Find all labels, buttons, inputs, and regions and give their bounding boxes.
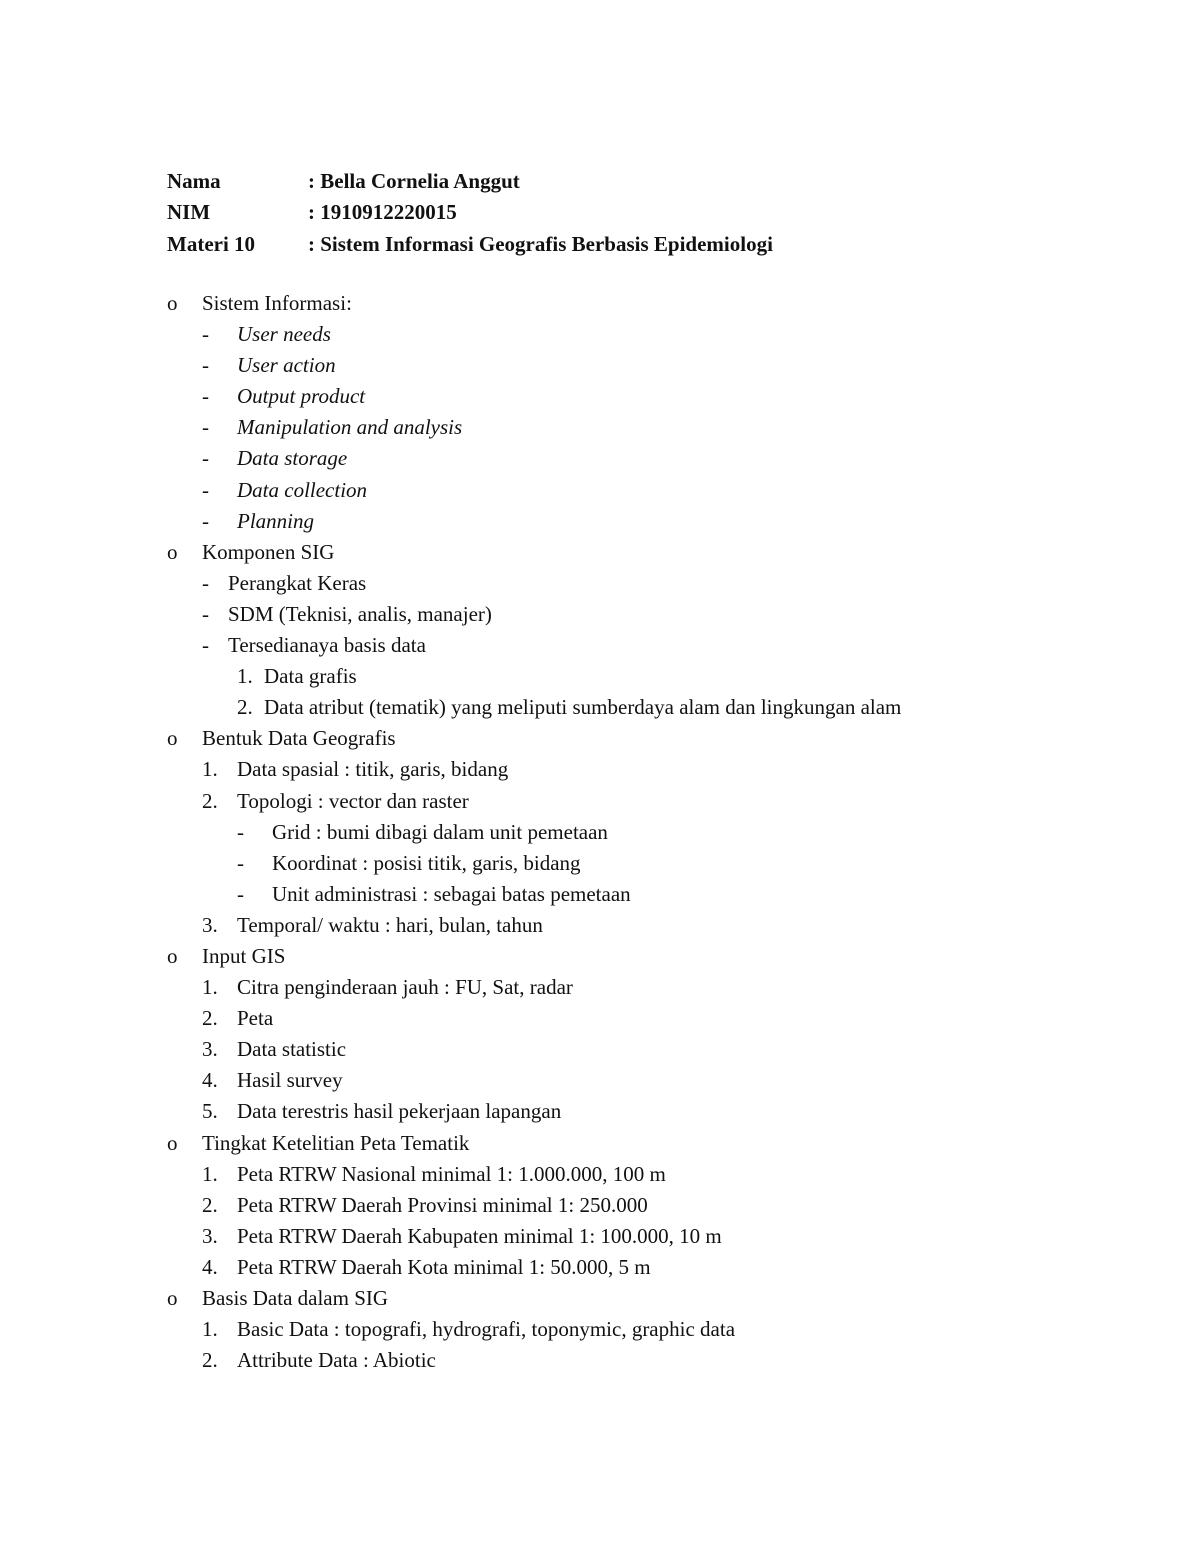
list-item xyxy=(0,568,1200,599)
header-row-nim xyxy=(167,197,773,228)
list-item xyxy=(0,381,1200,412)
sub-list-item-marker: - xyxy=(237,850,244,875)
list-item-marker: 4. xyxy=(202,1254,218,1279)
list-item-text: Perangkat Keras xyxy=(228,570,367,595)
section-heading xyxy=(0,1128,1200,1159)
student-info-header xyxy=(167,166,773,260)
list-item xyxy=(0,1096,1200,1127)
list-item-marker: 1. xyxy=(202,757,218,782)
sub-list-item-marker: 1. xyxy=(237,664,253,689)
list-item xyxy=(0,1221,1200,1252)
sub-list-item-text: Koordinat : posisi titik, garis, bidang xyxy=(272,850,581,875)
header-label: Materi 10 xyxy=(167,231,256,256)
list-item xyxy=(0,319,1200,350)
list-item-marker: 3. xyxy=(202,1223,218,1248)
list-item-text: User needs xyxy=(237,322,331,347)
list-item-marker: - xyxy=(202,353,209,378)
list-item xyxy=(0,475,1200,506)
header-label: NIM xyxy=(167,200,211,225)
sub-list-item xyxy=(0,848,1200,879)
list-item xyxy=(0,630,1200,661)
section-heading xyxy=(0,941,1200,972)
section-heading-text: Tingkat Ketelitian Peta Tematik xyxy=(202,1130,470,1155)
sub-list-item xyxy=(0,692,1200,723)
list-item xyxy=(0,1252,1200,1283)
list-item-text: Attribute Data : Abiotic xyxy=(237,1348,436,1373)
list-item xyxy=(0,443,1200,474)
list-item-marker: 1. xyxy=(202,975,218,1000)
list-item-text: Data spasial : titik, garis, bidang xyxy=(237,757,509,782)
section-heading-text: Input GIS xyxy=(202,943,286,968)
sub-list-item-text: Unit administrasi : sebagai batas pemetaan xyxy=(272,881,631,906)
list-item-text: Manipulation and analysis xyxy=(237,415,463,440)
list-item-text: Peta RTRW Daerah Provinsi minimal 1: 250.000 xyxy=(237,1192,648,1217)
list-item xyxy=(0,786,1200,817)
list-item xyxy=(0,506,1200,537)
list-item-marker: - xyxy=(202,508,209,533)
list-item-text: Data collection xyxy=(237,477,368,502)
list-item-text: Tersedianaya basis data xyxy=(228,633,426,658)
list-item-marker: 4. xyxy=(202,1068,218,1093)
section-heading xyxy=(0,537,1200,568)
list-item-text: Peta RTRW Daerah Kabupaten minimal 1: 100.000, 10 m xyxy=(237,1223,722,1248)
section-heading xyxy=(0,288,1200,319)
list-item-marker: 2. xyxy=(202,1006,218,1031)
list-item-marker: - xyxy=(202,322,209,347)
list-item-marker: 3. xyxy=(202,912,218,937)
section-heading-marker: o xyxy=(167,539,178,564)
list-item-marker: 3. xyxy=(202,1037,218,1062)
list-item-text: Data statistic xyxy=(237,1037,347,1062)
list-item xyxy=(0,1345,1200,1376)
sub-list-item-text: Data atribut (tematik) yang meliputi sumberdaya alam dan lingkungan alam xyxy=(264,695,902,720)
section-heading-marker: o xyxy=(167,291,178,315)
sub-list-item-marker: - xyxy=(237,819,244,844)
section-heading-text: Bentuk Data Geografis xyxy=(202,726,396,751)
list-item xyxy=(0,754,1200,785)
list-item-marker: - xyxy=(202,633,209,658)
sub-list-item xyxy=(0,879,1200,910)
section-heading-text: Komponen SIG xyxy=(202,539,335,564)
section-heading xyxy=(0,723,1200,754)
list-item-text: Data terestris hasil pekerjaan lapangan xyxy=(237,1099,562,1124)
sub-list-item xyxy=(0,817,1200,848)
list-item-text: Peta RTRW Nasional minimal 1: 1.000.000, 100 m xyxy=(237,1161,666,1186)
list-item xyxy=(0,1190,1200,1221)
section-heading-text: Sistem Informasi: xyxy=(202,291,352,315)
list-item-text: User action xyxy=(237,353,336,378)
list-item-marker: 2. xyxy=(202,1192,218,1217)
header-value: : Sistem Informasi Geografis Berbasis Epidemiologi xyxy=(308,231,773,256)
list-item xyxy=(0,972,1200,1003)
list-item-text: SDM (Teknisi, analis, manajer) xyxy=(228,601,492,626)
list-item-text: Output product xyxy=(237,384,366,409)
sub-list-item-text: Data grafis xyxy=(264,664,357,689)
sub-list-item-marker: - xyxy=(237,881,244,906)
list-item-marker: - xyxy=(202,477,209,502)
list-item-text: Topologi : vector dan raster xyxy=(237,788,469,813)
sub-list-item-marker: 2. xyxy=(237,695,253,720)
list-item-marker: - xyxy=(202,384,209,409)
list-item-text: Data storage xyxy=(237,446,348,471)
header-value: : Bella Cornelia Anggut xyxy=(308,169,520,193)
list-item-marker: - xyxy=(202,570,209,595)
list-item-marker: 2. xyxy=(202,1348,218,1373)
list-item-marker: - xyxy=(202,446,209,471)
list-item xyxy=(0,910,1200,941)
outline-content xyxy=(0,288,1200,1376)
list-item xyxy=(0,350,1200,381)
list-item xyxy=(0,1065,1200,1096)
section-heading-marker: o xyxy=(167,1286,178,1310)
list-item-text: Peta RTRW Daerah Kota minimal 1: 50.000, 5 m xyxy=(237,1254,651,1279)
list-item-text: Temporal/ waktu : hari, bulan, tahun xyxy=(237,912,543,937)
sub-list-item-text: Grid : bumi dibagi dalam unit pemetaan xyxy=(272,819,608,844)
sub-list-item xyxy=(0,661,1200,692)
list-item xyxy=(0,1159,1200,1190)
list-item-marker: - xyxy=(202,415,209,440)
section-heading-text: Basis Data dalam SIG xyxy=(202,1286,389,1310)
list-item xyxy=(0,1314,1200,1345)
list-item-text: Planning xyxy=(237,508,314,533)
list-item-marker: 2. xyxy=(202,788,218,813)
header-value: : 1910912220015 xyxy=(308,200,457,225)
list-item xyxy=(0,1034,1200,1065)
list-item-marker: 1. xyxy=(202,1317,218,1342)
section-heading xyxy=(0,1283,1200,1314)
header-row-name xyxy=(167,166,773,197)
list-item xyxy=(0,1003,1200,1034)
section-heading-marker: o xyxy=(167,943,178,968)
list-item-marker: 1. xyxy=(202,1161,218,1186)
list-item-marker: - xyxy=(202,601,209,626)
list-item xyxy=(0,599,1200,630)
list-item-text: Hasil survey xyxy=(237,1068,343,1093)
list-item-text: Peta xyxy=(237,1006,274,1031)
header-row-topic xyxy=(167,229,773,260)
list-item-marker: 5. xyxy=(202,1099,218,1124)
list-item-text: Basic Data : topografi, hydrografi, toponymic, graphic data xyxy=(237,1317,736,1342)
header-label: Nama xyxy=(167,169,221,193)
list-item-text: Citra penginderaan jauh : FU, Sat, radar xyxy=(237,975,573,1000)
section-heading-marker: o xyxy=(167,726,178,751)
section-heading-marker: o xyxy=(167,1130,178,1155)
list-item xyxy=(0,412,1200,443)
